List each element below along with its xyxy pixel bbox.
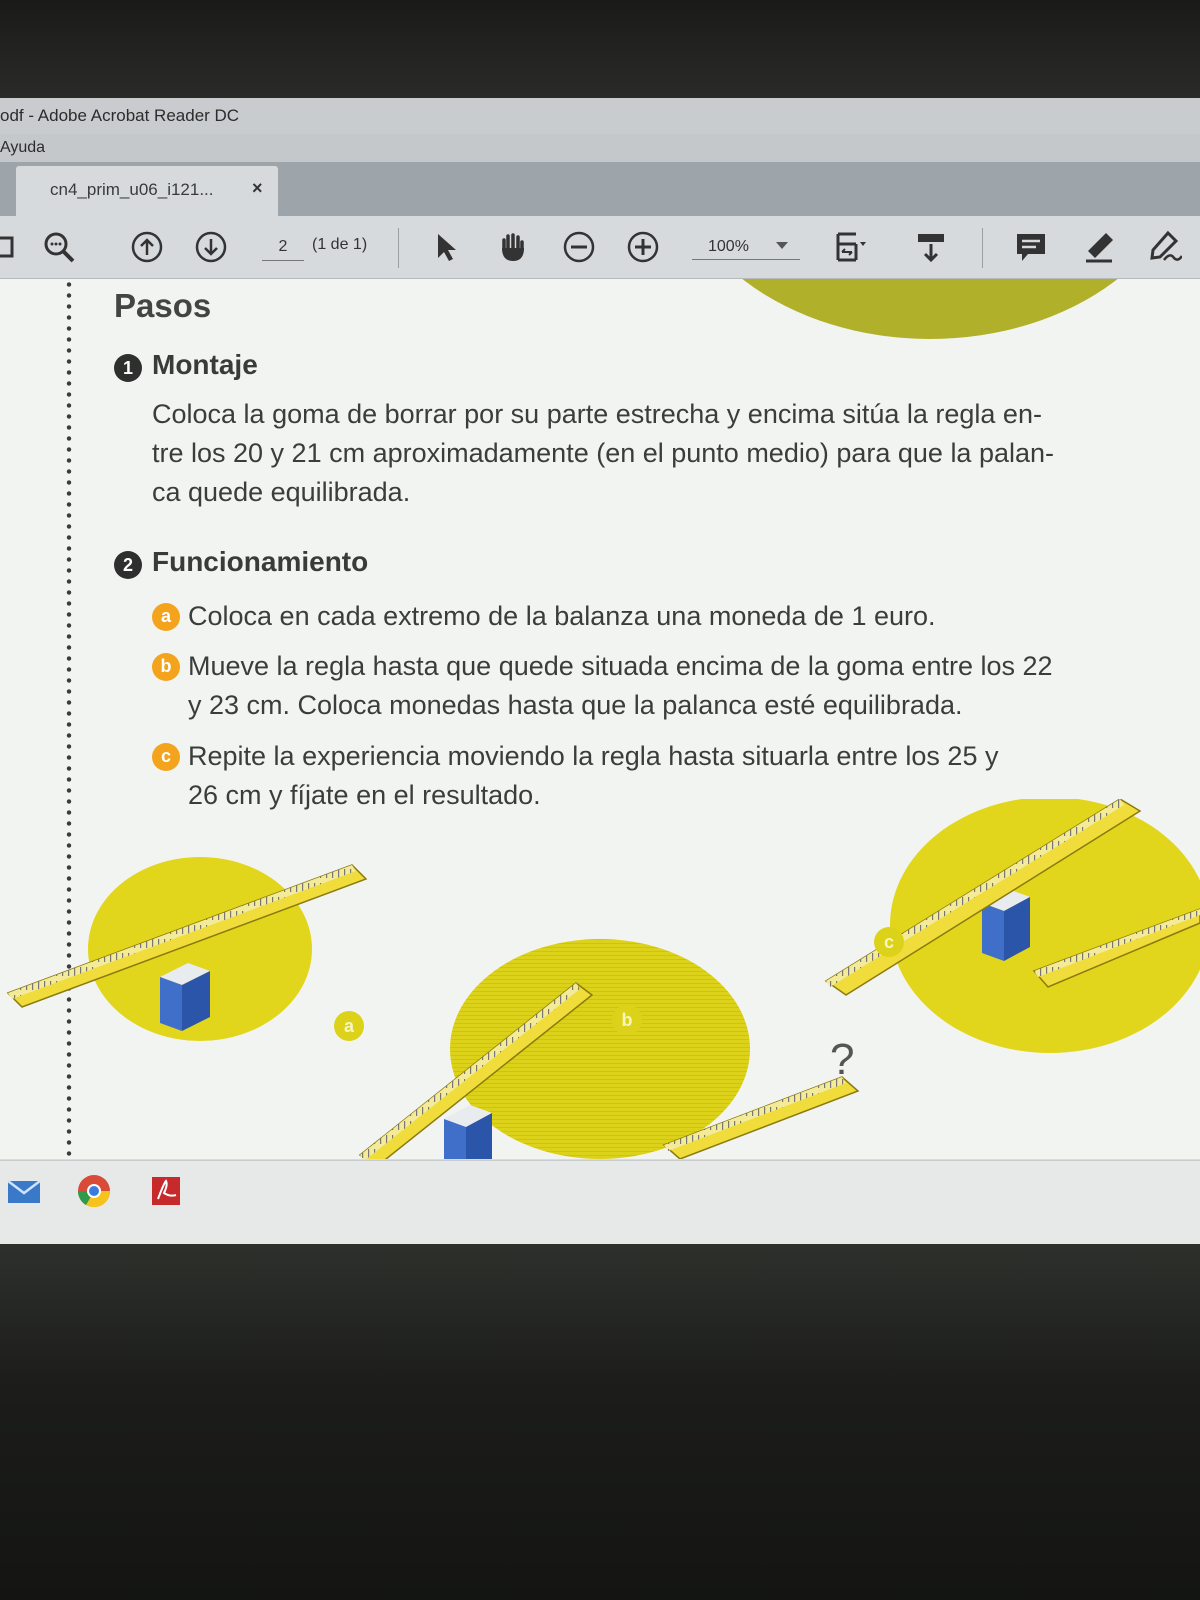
page-number-input[interactable]: 2	[262, 234, 304, 261]
chrome-icon[interactable]	[74, 1171, 114, 1211]
select-tool-icon[interactable]	[426, 228, 464, 266]
page-heading: Pasos	[114, 287, 212, 324]
hand-tool-icon[interactable]	[494, 228, 532, 266]
toolbar-divider	[982, 228, 983, 268]
text-line: y 23 cm. Coloca monedas hasta que la palanca esté equilibrada.	[188, 690, 963, 720]
figure-label-a: a	[334, 1011, 364, 1041]
comment-icon[interactable]	[1012, 228, 1050, 266]
text-line: Coloca la goma de borrar por su parte estrecha y encima sitúa la regla en-	[152, 399, 1042, 429]
taskbar	[0, 1160, 1200, 1244]
menu-bar	[0, 134, 1200, 162]
text-line: ca quede equilibrada.	[152, 477, 411, 507]
step-number-2: 2	[114, 551, 142, 579]
item-letter-a: a	[152, 603, 180, 631]
text-line: Coloca en cada extremo de la balanza una moneda de 1 euro.	[188, 601, 936, 631]
text-line: Repite la experiencia moviendo la regla hasta situarla entre los 25 y	[188, 741, 999, 771]
sidebar-toggle-icon[interactable]	[0, 228, 20, 266]
text-line: 26 cm y fíjate en el resultado.	[188, 780, 541, 810]
chevron-down-icon[interactable]	[776, 242, 788, 249]
item-letter-c: c	[152, 743, 180, 771]
monitor-bezel-top	[0, 0, 1200, 98]
step-title-funcionamiento: Funcionamiento	[152, 546, 369, 577]
window-title: odf - Adobe Acrobat Reader DC	[0, 106, 240, 125]
figure-label-c: c	[874, 927, 904, 957]
sign-icon[interactable]	[1146, 228, 1184, 266]
title-bar	[0, 98, 1200, 134]
fit-page-icon[interactable]	[832, 228, 870, 266]
question-mark: ?	[830, 1035, 855, 1084]
close-tab-icon[interactable]: ×	[252, 178, 263, 198]
step1-text	[152, 395, 1100, 512]
step-title-montaje: Montaje	[152, 349, 258, 380]
mail-icon[interactable]	[4, 1171, 44, 1211]
find-icon[interactable]	[40, 228, 78, 266]
document-tab-label: cn4_prim_u06_i121...	[50, 180, 214, 199]
top-illustration-arc	[670, 279, 1190, 339]
item-b-text	[188, 647, 1100, 725]
document-tab[interactable]	[16, 166, 278, 216]
page-count: (1 de 1)	[312, 236, 368, 253]
item-letter-b: b	[152, 653, 180, 681]
figure-b-eraser	[444, 1105, 492, 1159]
zoom-level-select[interactable]: 100%	[692, 234, 800, 260]
document-page	[0, 279, 1200, 1159]
menu-item-ayuda[interactable]: Ayuda	[0, 139, 46, 156]
text-line: Mueve la regla hasta que quede situada encima de la goma entre los 22	[188, 651, 1053, 681]
next-page-icon[interactable]	[192, 228, 230, 266]
zoom-in-icon[interactable]	[624, 228, 662, 266]
lever-illustrations	[0, 799, 1200, 1159]
step-number-1: 1	[114, 354, 142, 382]
item-a-text	[188, 597, 1100, 636]
toolbar	[0, 216, 1200, 279]
acrobat-icon[interactable]	[146, 1171, 186, 1211]
tab-bar	[0, 162, 1200, 216]
zoom-out-icon[interactable]	[560, 228, 598, 266]
scroll-mode-icon[interactable]	[912, 228, 950, 266]
text-line: tre los 20 y 21 cm aproximadamente (en el punto medio) para que la palan-	[152, 438, 1055, 468]
figure-label-b: b	[612, 1005, 642, 1035]
previous-page-icon[interactable]	[128, 228, 166, 266]
screen	[0, 98, 1200, 1244]
highlight-icon[interactable]	[1080, 228, 1118, 266]
toolbar-divider	[398, 228, 399, 268]
monitor-bezel-bottom	[0, 1244, 1200, 1600]
lever-illustration-svg	[0, 799, 1200, 1159]
